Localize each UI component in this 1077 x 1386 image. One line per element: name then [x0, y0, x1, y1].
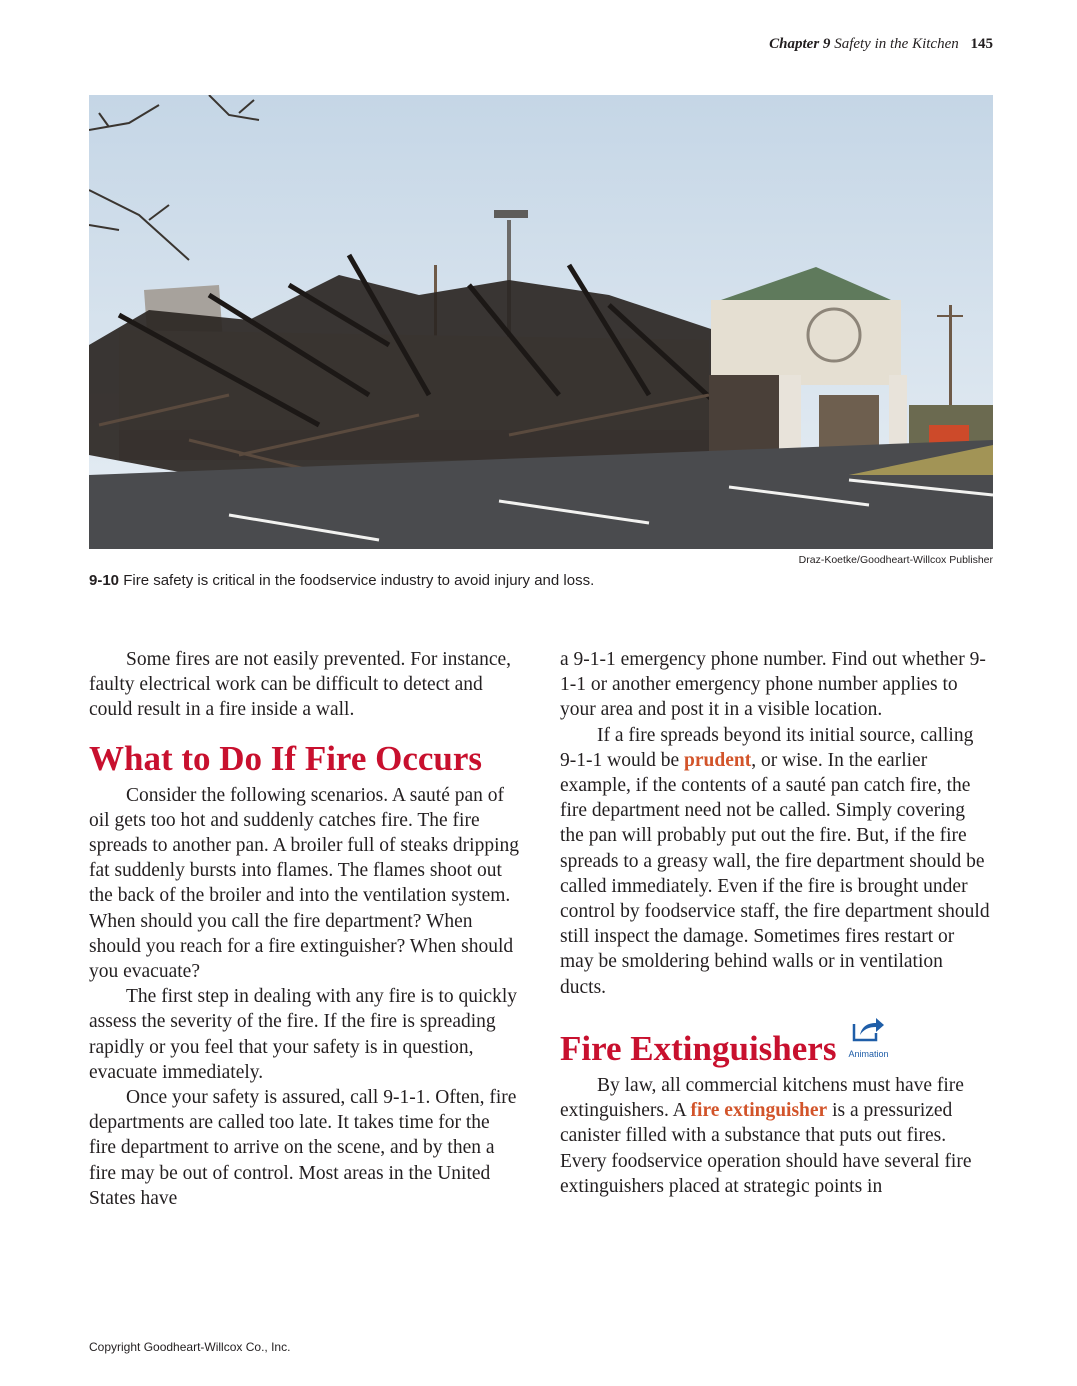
figure-caption — [89, 572, 594, 589]
right-column — [560, 647, 992, 1199]
figure-caption-text: Fire safety is critical in the foodservice industry to avoid injury and loss. — [123, 572, 595, 589]
body-paragraph — [560, 1073, 992, 1199]
body-paragraph: Consider the following scenarios. A sauté pan of oil gets too hot and suddenly catches fire. The fire spreads to another pan. A broiler full of steaks dripping fat suddenly bursts into flames. The flames shoot out the back of the broiler and into the ventilation system. When should you call the fire department? When should you reach for a fire extinguisher? When should you evacuate? — [89, 784, 519, 983]
section-heading: What to Do If Fire Occurs — [89, 738, 483, 778]
body-text: If a fire spreads beyond its initial source, calling 9-1-1 would be — [560, 724, 974, 771]
body-paragraph: Once your safety is assured, call 9-1-1. Often, fire departments are called too late. It takes time for the fire department to arrive on the scene, and by then a fire may be out of control. Most areas in the United States have — [89, 1087, 517, 1209]
body-paragraph: Some fires are not easily prevented. For instance, faulty electrical work can be difficult to detect and could result in a fire inside a wall. — [89, 649, 512, 721]
share-arrow-icon — [850, 1016, 886, 1042]
section-heading: Fire Extinguishers — [560, 1029, 837, 1069]
photo-credit: Draz-Koetke/Goodheart-Willcox Publisher — [798, 554, 993, 566]
animation-label: Animation — [848, 1048, 889, 1059]
body-text: is a pressurized canister filled with a substance that puts out fires. Every foodservice operation should have several fire extinguishers placed at strategic points in — [560, 1100, 972, 1197]
key-term: fire extinguisher — [690, 1100, 828, 1122]
body-paragraph: a 9-1-1 emergency phone number. Find out whether 9-1-1 or another emergency phone number applies to your area and post it in a visible location. — [560, 649, 986, 721]
body-text: , or wise. In the earlier example, if the contents of a sauté pan catch fire, the fire department need not be called. Simply covering the pan will probably put out the fire. But, if the fire spreads to a greasy wall, the fire department should be called immediately. Even if the fire is brought under control by foodservice staff, the fire department should still inspect the damage. Sometimes fires restart or may be smoldering behind walls or in ventilation ducts. — [560, 749, 990, 998]
figure-number: 9-10 — [89, 572, 120, 589]
copyright-footer: Copyright Goodheart-Willcox Co., Inc. — [89, 1340, 291, 1354]
key-term: prudent — [684, 749, 752, 771]
running-head — [769, 36, 993, 53]
section-heading-row — [560, 1016, 992, 1069]
animation-link[interactable] — [848, 1016, 888, 1067]
body-paragraph: The first step in dealing with any fire is to quickly assess the severity of the fire. If the fire is spreading rapidly or you feel that your safety is in question, evacuate immediately. — [89, 986, 517, 1083]
body-paragraph — [560, 723, 992, 1000]
body-text: By law, all commercial kitchens must have fire extinguishers. A — [560, 1075, 964, 1122]
chapter-label: Chapter 9 — [769, 36, 831, 52]
page-number: 145 — [970, 36, 993, 52]
left-column — [89, 647, 521, 1211]
figure-photo — [89, 95, 993, 549]
chapter-title: Safety in the Kitchen — [834, 36, 959, 52]
